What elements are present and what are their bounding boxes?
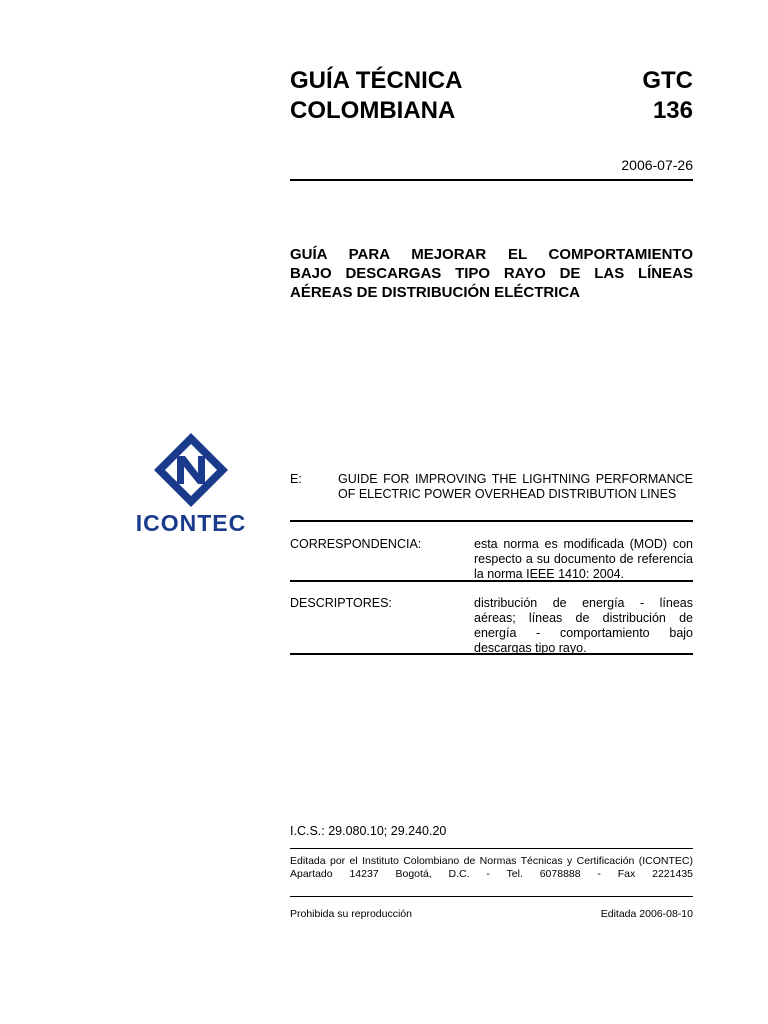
descriptores-line2: aéreas; líneas de distribución de [474, 611, 693, 625]
correspondencia-value [474, 537, 693, 582]
doc-code-line2: 136 [652, 97, 693, 124]
correspondencia-line2: respecto a su documento de referencia [474, 552, 693, 566]
section-rule-3 [290, 653, 693, 655]
correspondencia-label: CORRESPONDENCIA: [290, 537, 422, 551]
icontec-n-icon [132, 430, 250, 510]
english-label: E: [290, 472, 302, 486]
footer-right: Editada 2006-08-10 [600, 908, 693, 920]
editor-line2: Apartado 14237 Bogotá, D.C. - Tel. 6078888 - Fax 2221435 [290, 868, 693, 880]
doc-title-line2: COLOMBIANA [290, 97, 456, 124]
subtitle-line3: AÉREAS DE DISTRIBUCIÓN ELÉCTRICA [290, 284, 581, 301]
correspondencia-line1: esta norma es modificada (MOD) con [474, 537, 693, 551]
descriptores-label: DESCRIPTORES: [290, 596, 392, 610]
doc-code-line1: GTC [642, 67, 693, 94]
section-rule-2 [290, 580, 693, 582]
english-line2: OF ELECTRIC POWER OVERHEAD DISTRIBUTION LINES [338, 487, 677, 501]
subtitle-line1: GUÍA PARA MEJORAR EL COMPORTAMIENTO [290, 246, 693, 263]
editor-info [290, 855, 693, 881]
logo-text: ICONTEC [135, 510, 247, 536]
doc-title-line1: GUÍA TÉCNICA [290, 67, 463, 94]
subtitle-line2: BAJO DESCARGAS TIPO RAYO DE LAS LÍNEAS [290, 265, 693, 282]
descriptores-line4: descargas tipo rayo. [474, 641, 587, 655]
footer-rule-2 [290, 896, 693, 897]
english-line1: GUIDE FOR IMPROVING THE LIGHTNING PERFORMANCE [338, 472, 693, 486]
doc-subtitle [290, 245, 693, 302]
icontec-logo [132, 430, 250, 540]
title-rule [290, 179, 693, 181]
correspondencia-line3: la norma IEEE 1410: 2004. [474, 567, 625, 581]
ics-codes: I.C.S.: 29.080.10; 29.240.20 [290, 824, 447, 838]
footer-left: Prohibida su reproducción [290, 908, 412, 920]
english-title [338, 472, 693, 502]
editor-line1: Editada por el Instituto Colombiano de Normas Técnicas y Certificación (ICONTEC) [290, 855, 693, 867]
descriptores-value [474, 596, 693, 656]
doc-date: 2006-07-26 [621, 157, 693, 173]
descriptores-line3: energía - comportamiento bajo [474, 626, 693, 640]
footer-rule-1 [290, 848, 693, 849]
descriptores-line1: distribución de energía - líneas [474, 596, 693, 610]
section-rule-1 [290, 520, 693, 522]
